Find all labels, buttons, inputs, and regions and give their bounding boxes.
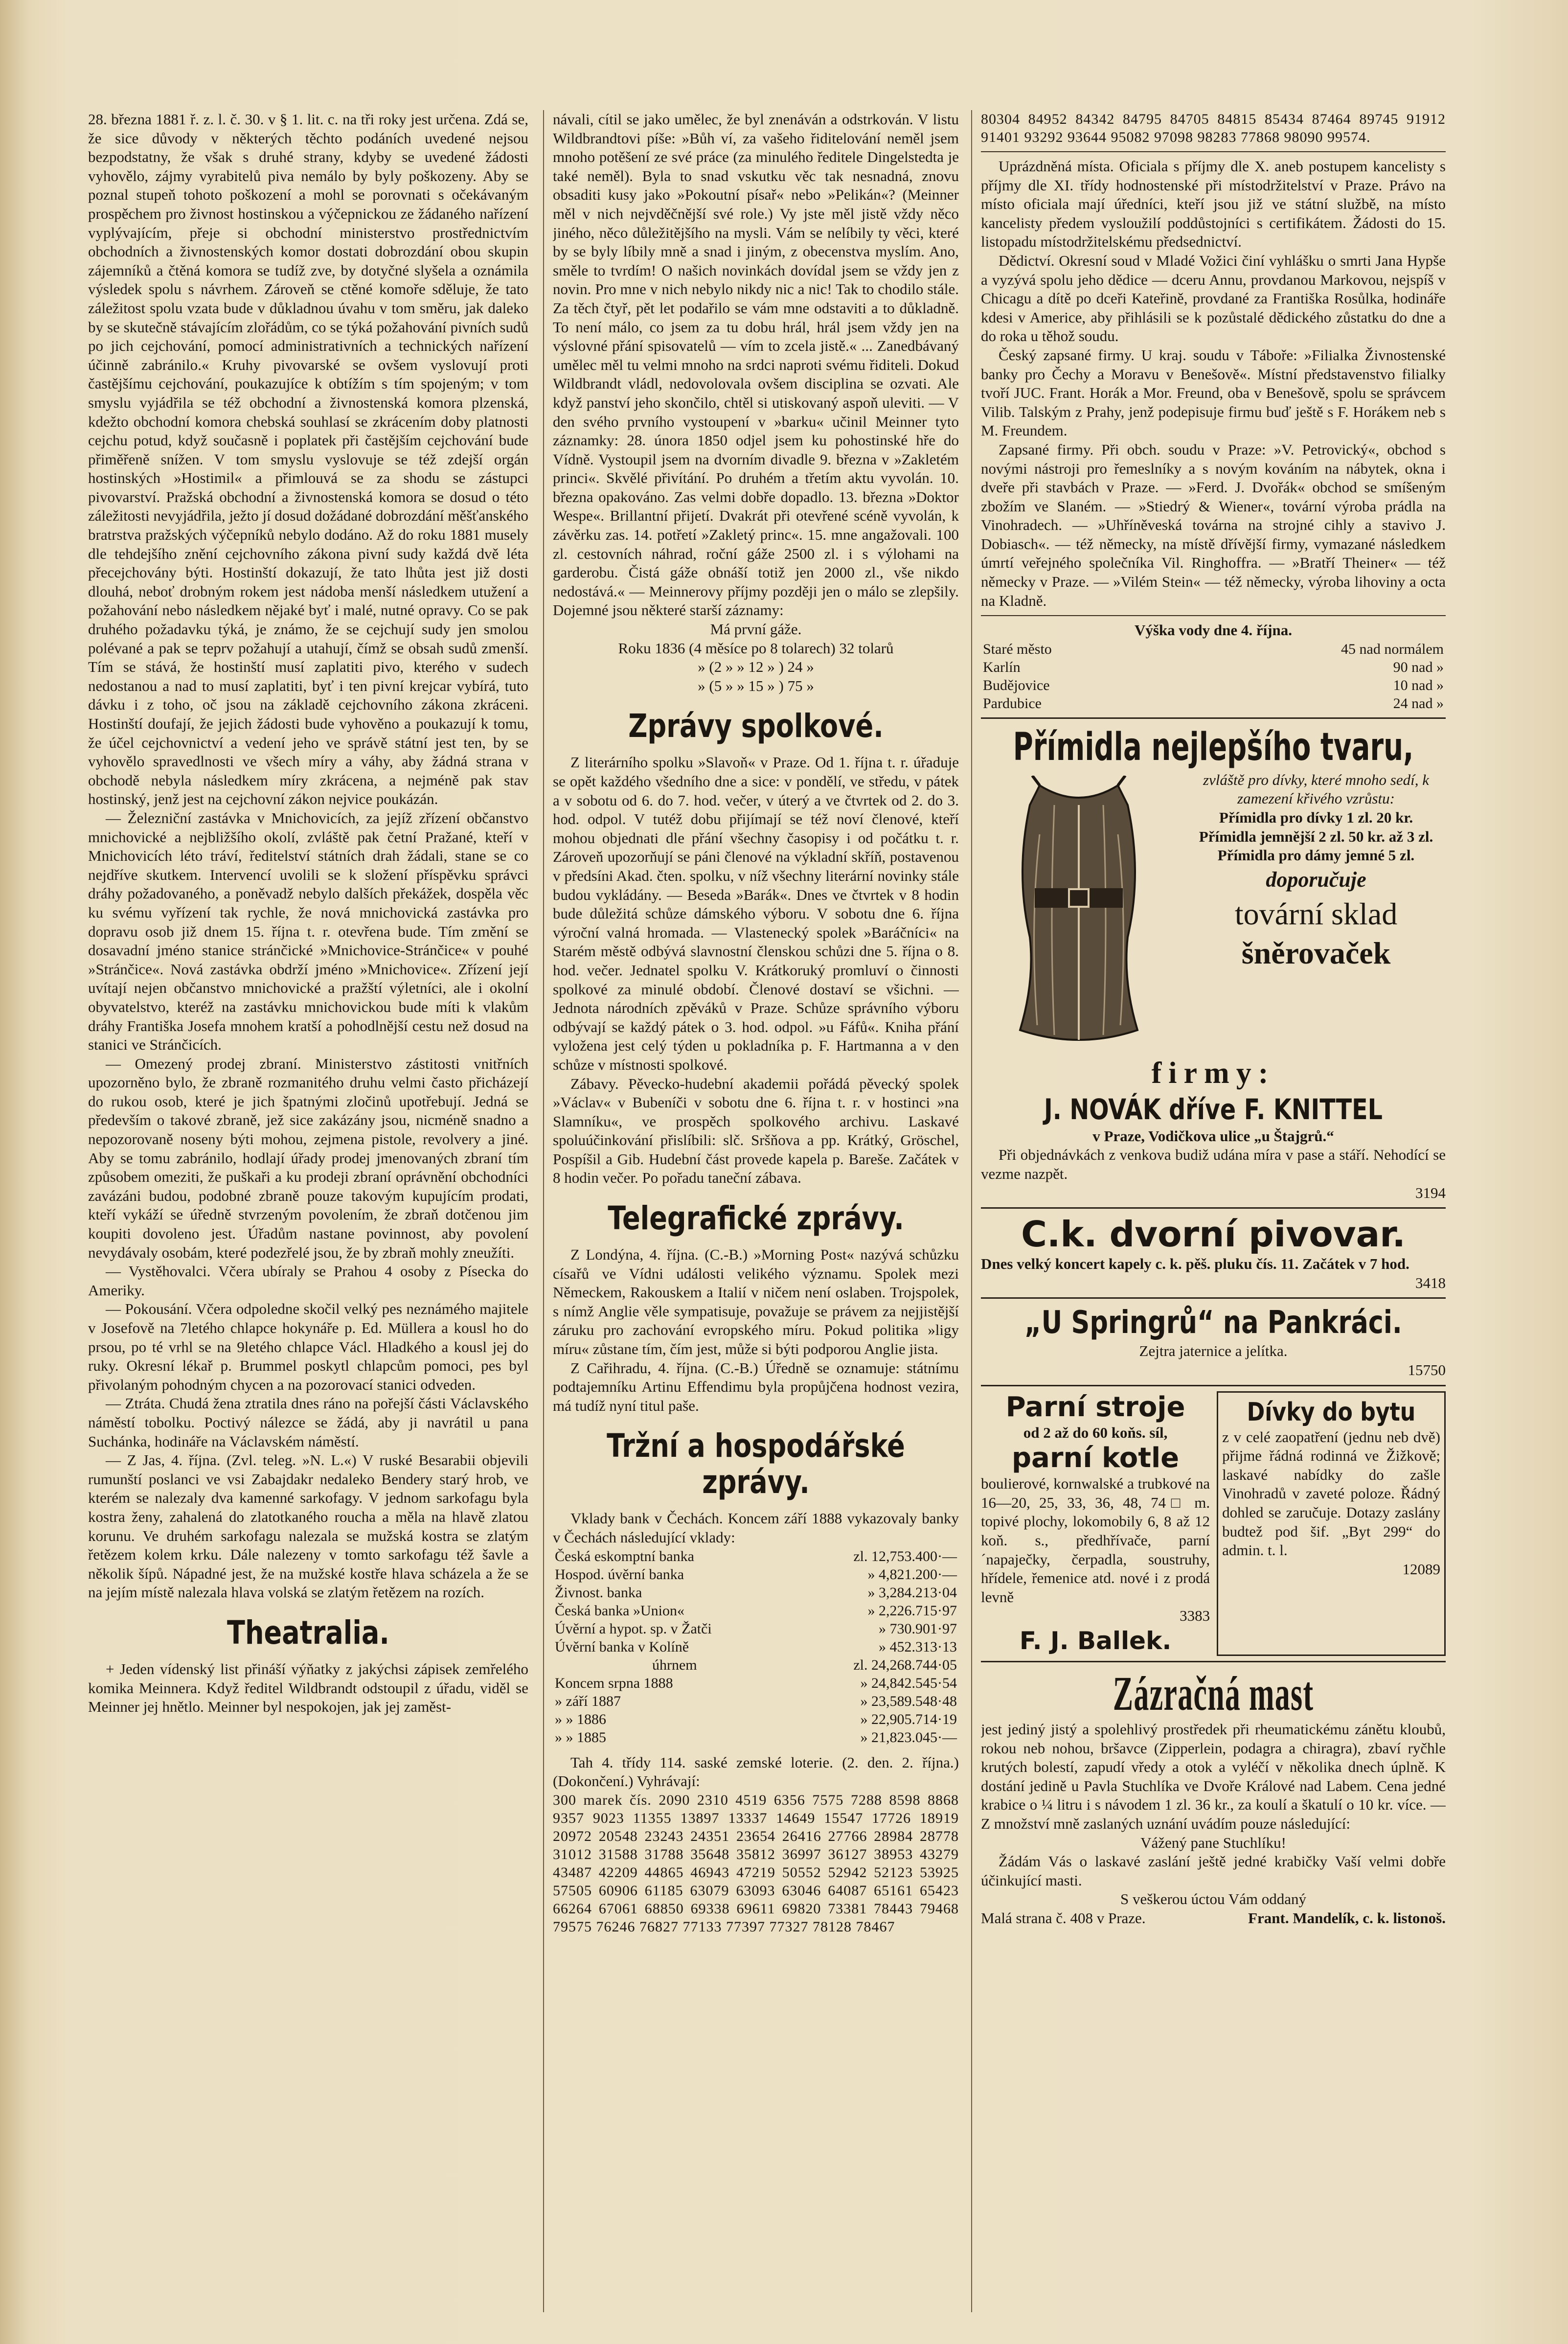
- water-value: 45 nad normálem: [1341, 641, 1444, 657]
- column-1: [88, 110, 528, 2322]
- ad-girls: [1217, 1391, 1446, 1656]
- ad-number: 12089: [1402, 1560, 1440, 1578]
- section-heading-telegraficke: Telegrafické zprávy.: [608, 1199, 904, 1238]
- ad-corsets-name: J. NOVÁK dříve F. KNITTEL: [1044, 1092, 1383, 1126]
- ad-corsets-line: Přímidla pro dívky 1 zl. 20 kr.: [1219, 809, 1413, 827]
- water-level-title: Výška vody dne 4. října.: [1134, 621, 1293, 639]
- table-row: [981, 694, 1446, 712]
- table-row: [553, 1656, 959, 1674]
- article-inheritance: Dědictví. Okresní soud v Mladé Vožici činí vyhlášku o smrti Jana Hypše a vyzývá spolu jeho dědice — dceru Annu, provdanou Markovou, nejspíš v Chicagu a dítě po dceři Kateřině, provdané za Františka Rosůlka, hodináře kdesi v Americe, aby přihlásili se k pozůstalé dědického zůstatku do dne a do roka u těhož soudu.: [981, 252, 1446, 345]
- lottery-numbers-cont: 80304 84952 84342 84795 84705 84815 85434 87464 89745 91912 91401 93292 93644 95082 97098 98283 77868 98090 99574.: [981, 111, 1446, 145]
- ad-brewery-text: Dnes velký koncert kapely c. k. pěš. pluku čís. 11. Začátek v 7 hod.: [981, 1255, 1409, 1273]
- column-3: [981, 110, 1446, 2322]
- bank-name: Hospod. úvěrní banka: [555, 1566, 684, 1583]
- ad-girls-text: z v celé zaopatření (jednu neb dvě) přijme řádná rodinná ve Žižkově; laskavé nabídky do zašle Vinohradů v zaveté poloze. Řádný dohled se zaručuje. Dotazy zaslány budtež pod šif. „Byt 299“ do admin. t. l.: [1222, 1428, 1440, 1559]
- bank-amount: » 3,284.213·04: [867, 1584, 957, 1601]
- corset-illustration-icon: [981, 776, 1177, 1050]
- bank-name: Úvěrní banka v Kolíně: [555, 1638, 689, 1655]
- table-row: [553, 1602, 959, 1620]
- article-constantinople: Z Cařihradu, 4. října. (C.-B.) Úředně se oznamuje: státnímu podtajemníku Artinu Effendimu byla propůjčena hodnost vezira, má tudíž nyní titul paše.: [553, 1359, 959, 1414]
- bank-name: » » 1886: [555, 1711, 606, 1727]
- table-row: [553, 1565, 959, 1584]
- water-place: Staré město: [983, 641, 1052, 657]
- article-vacancies: Uprázdněná místa. Oficiala s příjmy dle X. aneb postupem kancelisty s příjmy dle XI. třídy hodnostenské při místodržitelství v Praze. Právo na místo oficiala mají úředníci, kteří jsou již ve státní službě, na místo kancelisty předem vysloužilí poddůstojníci s certifikátem. Žádosti do 15. listopadu místodržitelskému předsednictví.: [981, 158, 1446, 251]
- bank-amount: » 23,589.548·48: [860, 1693, 957, 1709]
- bank-name: Úvěrní a hypot. sp. v Žatči: [555, 1620, 712, 1637]
- table-row: [981, 640, 1446, 658]
- bank-table: [553, 1547, 959, 1747]
- ad-ointment-letter: Vážený pane Stuchlíku!: [1140, 1834, 1286, 1851]
- article-lottery: Tah 4. třídy 114. saské zemské loterie. (2. den. 2. října.) (Dokončení.) Vyhrávají:: [553, 1753, 959, 1790]
- article-czech-firms: Český zapsané firmy. U kraj. soudu v Táboře: »Filialka Živnostenské banky pro Čechy a Moravu v Benešově«. Místní představenstvo filialky tvoří JUC. Frant. Horák a Mor. Freund, oba v Benešově, spolu se správcem Vilib. Talským z Prahy, jenž podepisuje firmu buď ještě s F. Horákem neb s M. Freundem.: [981, 346, 1446, 439]
- lottery-numbers: 300 marek čís. 2090 2310 4519 6356 7575 7288 8598 8868 9357 9023 11355 13897 13337 14649 15547 17726 18919 20972 20548 23243 24351 23654 26416 27766 28984 28778 31012 31588 31788 35648 35812 36997 36127 38953 43279 43487 42209 44865 46943 47219 50552 52942 52123 53925 57505 60906 61185 63079 63093 63046 64087 65161 65423 66264 67061 68850 69338 69611 69820 73381 78443 79468 79575 76246 76827 77133 77397 77327 78128 78467: [553, 1792, 959, 1935]
- ad-number: 15750: [1408, 1361, 1446, 1379]
- bank-amount: » 24,842.545·54: [860, 1675, 957, 1691]
- column-rule: [543, 110, 544, 2312]
- article-dog-bite: — Pokousání. Včera odpoledne skočil velký pes neznámého majitele v Josefově na 7letého chlapce hokynáře p. Ed. Müllera a kousl ho do prsou, po té vrhl se na 9letého chlapce Václ. Hladkého a kousl jej do ruky. Okresní lékař p. Brummel poskytl chlapcům pomoci, pes byl přivolaným pohodným chycen a na pozorovací stanici odveden.: [88, 1300, 528, 1393]
- table-row: [553, 1710, 959, 1728]
- bank-amount: » 22,905.714·19: [860, 1711, 957, 1727]
- ad-ointment-text: jest jediný jistý a spolehlivý prostředek při rheumatickému zánětu kloubů, rokou neb nohou, bršavce (Zipperlein, podagra a chiragra), zbaví ryčhle krutých bolestí, zapudí vředy a otok a vyléčí v několika dnech úplně. K dostání jedině u Pavla Stuchlíka ve Dvoře Králové nad Labem. Cena jedné krabice o ¼ litru i s návodem 1 zl. 36 kr., za koulí a škatulí o 10 kr. více. — Z množství mně zaslaných uznání uvádím pouze následující:: [981, 1720, 1446, 1832]
- section-heading-theatralia: Theatralia.: [227, 1613, 389, 1652]
- ad-brewery-title: C.k. dvorní pivovar.: [1021, 1214, 1406, 1255]
- article-sarcophagi: — Z Jas, 4. října. (Zvl. teleg. »N. L.«) V ruské Besarabii objevili rumunští poslanci ve vsi Zabajdakr nedaleko Bendery starý hrob, ve kterém se nalezaly dva kamenné sarkofagy. V jednom sarkofagu byla kostra ženy, zahalená do zlatotkaného roucha a měla na hlavě zlatou korunu. Ve druhém sarkofagu nalezala se mužská kostra se zlatým řetězem kolem krku. Dále nalezeny v tomto sarkofagu též šavle a několik šípů. Nápadné jest, že na mužské kostře hlava scházela a že se na jejím místě nalezala hlava volská se zlatým řetězem na rozích.: [88, 1451, 528, 1601]
- ad-corsets-firm: firmy:: [1151, 1056, 1275, 1090]
- water-value: 24 nad »: [1393, 695, 1444, 712]
- ad-boilers-sub: od 2 až do 60 koňs. síl,: [1023, 1424, 1168, 1441]
- ad-number: 3418: [1415, 1274, 1446, 1291]
- bank-amount: » 2,226.715·97: [867, 1602, 957, 1619]
- bank-total-label: úhrnem: [652, 1656, 697, 1673]
- ad-boilers-title2: parní kotle: [1011, 1442, 1180, 1474]
- table-row: [553, 1638, 959, 1656]
- ad-corsets-line: Přímidla pro dámy jemné 5 zl.: [1217, 847, 1415, 864]
- ad-girls-title: Dívky do bytu: [1247, 1397, 1416, 1427]
- ad-number: 3383: [1180, 1607, 1210, 1625]
- divider: [981, 615, 1446, 616]
- table-row: [553, 1674, 959, 1692]
- article-meinner-cont: návali, cítil se jako umělec, že byl znenáván a odstrkován. V listu Wildbrandtovi píše: »Bůh ví, za vašeho řiditelování neměl jsem mnoho potěšení ze své práce (za minulého ředitele Dingelstedta je také neměl). Byla to snad vskutku věc tak nesnadná, znovu obsaditi kusy jako »Pokoutní písař« nebo »Pelikán«? (Meinner měl v nich nejvděčnější své role.) Vy jste měl jistě vždy něco jiného, něco důležitějšího na mysli. Vám se nelíbily ty věci, které by se byly líbily mně a snad i jiným, z obecenstva myslím. Ano, směle to tvrdím! O našich novinkách dovídal jsem se vždy jen z novin. Pro mne v nich nebylo nikdy nic a nic! Tak to chodilo stále. Za těch čtyř, pět let podařilo se vám mne odstaviti a to důkladně. To není málo, co jsem za tu dobu hrál, hrál jsem vždy jen na výslovné přání spisovatelů — vím to zcela jistě.« ... Zanedbávaný umělec měl tu velmi mnoho na srdci naproti svému řiditeli. Dokud Wildbrandt vládl, nedovolovala ovšem disciplina se ozvati. Ale když panství jeho skončilo, chtěl si utiskovaný aspoň uleviti. — V den svého prvního vystoupení v »barku« učinil Meinner tyto záznamky: 28. února 1850 odjel jsem ku pohostinské hře do Vídně. Vystoupil jsem na dvorním divadle 9. března v »Zakletém princi«. Skvělé přivítání. Po druhém a třetím aktu vyvolán. 10. března opakováno. Zas velmi dobře dopadlo. 13. března »Doktor Wespe«. Brillantní přijetí. Dvakrát při otevřené scéně vyvolán, k závěrku zas. 14. potřetí »Zakletý princ«. 15. mne angažovali. 100 zl. cestovních náhrad, roční gáže 2500 zl. i s výlohami na garderobu. Čistá gáže obnáší totiž jen 2000 zl., vše nikdo nedostává.« — Meinnerovy příjmy později jen o málo se zlepšily. Dojemné jsou některé starší záznamy:: [553, 111, 959, 619]
- bank-name: » » 1885: [555, 1729, 606, 1746]
- ad-corsets-line: Přímidla jemnější 2 zl. 50 kr. až 3 zl.: [1199, 827, 1433, 845]
- ad-ointment-sign-name: Frant. Mandelík, c. k. listonoš.: [1248, 1909, 1446, 1927]
- ad-corsets-title: Přímidla nejlepšího tvaru,: [1013, 725, 1414, 769]
- article-railway-stop: — Železniční zastávka v Mnichovicích, za jejíž zřízení občanstvo mnichovické a nejbližšího okolí, zvláště pak četní Pražané, kteří v Mnichovicích léto tráví, ředitelství státních drah žádali, stane se co nejdříve skutkem. Intervencí uvolili se k složení příspěvku správci dráhy požadovaného, a poněvadž nebylo dalších překážek, dospěla věc ku svému vyřízení tak rychle, že nová mnichovická zastávka pro dopravu osob již dnem 15. října t. r. otevřena bude. Tím změní se dosavadní jméno stanice stránčické »Mnichovice-Stránčice« v pouhé »Stránčice«. Nová zastávka obdrží jméno »Mnichovice«. Zřízení její uvítají nejen občanstvo mnichovické a pražští výletníci, ale i okolní obyvatelstvo, kteréž na zastávku mnichovickou bude míti k vlakům dráhy Františka Josefa mnohem kratší a pohodlnější cestu než dosud na stanici ve Stránčicích.: [88, 809, 528, 1054]
- ad-corsets-factory: tovární sklad: [1234, 896, 1398, 931]
- water-place: Budějovice: [983, 677, 1050, 693]
- column-2: [553, 110, 959, 2322]
- table-row: [553, 1547, 959, 1565]
- water-value: 90 nad »: [1393, 659, 1444, 675]
- gage-row: » (2 » » 12 » ) 24 »: [698, 658, 814, 676]
- bank-amount: » 452.313·13: [879, 1638, 957, 1655]
- ad-springer-title: „U Springrů“ na Pankráci.: [1024, 1305, 1402, 1341]
- table-row: [553, 1620, 959, 1638]
- ad-row: [981, 1385, 1446, 1661]
- table-row: [553, 1728, 959, 1747]
- bank-total: zl. 24,268.744·05: [853, 1656, 957, 1673]
- ad-boilers: [981, 1391, 1210, 1656]
- article-meinner: + Jeden vídenský list přináší výňatky z jakýchsi zápisek zemřelého komika Meinnera. Když ředitel Wildbrandt odstoupil z úřadu, viděl se Meinner jej hnětlo. Meinner byl nespokojen, jak jej zaměst-: [88, 1660, 528, 1716]
- bank-name: » září 1887: [555, 1693, 621, 1709]
- ad-corsets-note: Při objednávkách z venkova budiž udána míra v pase a stáří. Nehodící se vezme nazpět.: [981, 1146, 1446, 1183]
- bank-amount: zl. 12,753.400·—: [853, 1548, 957, 1564]
- section-heading-trzni: Tržní a hospodářské zprávy.: [607, 1427, 905, 1501]
- ad-brewery: [981, 1207, 1446, 1297]
- ad-corsets-recommend: doporučuje: [1266, 867, 1366, 892]
- ad-corsets-address: v Praze, Vodičkova ulice „u Štajgrů.“: [1092, 1127, 1334, 1145]
- article-emigrants: — Vystěhovalci. Včera ubíraly se Prahou 4 osoby z Písecka do Ameriky.: [88, 1263, 528, 1299]
- article-zabavy: Zábavy. Pěvecko-hudební akademii pořádá pěvecký spolek »Václav« v Bubeníči v sobotu dne 6. října t. r. v hostinci »na Slamníku«, ve prospěch spolkového archivu. Laskavé spoluúčinkování přislíbili: slč. Sršňova a pp. Krátký, Gröschel, Pospíšil a Gib. Hudební část provede kapela p. Bareše. Začátek v 8 hodin večer. Po pořadu taneční zábava.: [553, 1075, 959, 1187]
- table-row: [981, 658, 1446, 676]
- ad-ointment-sign-place: Malá strana č. 408 v Praze.: [981, 1909, 1146, 1927]
- ad-ointment: [981, 1661, 1446, 1933]
- ad-springer-text: Zejtra jaternice a jelítka.: [1139, 1342, 1288, 1360]
- water-place: Pardubice: [983, 695, 1042, 712]
- gage-row: » (5 » » 15 » ) 75 »: [698, 677, 814, 694]
- water-level-table: [981, 640, 1446, 712]
- article-spolky: Z literárního spolku »Slavoň« v Praze. Od 1. října t. r. úřaduje se opět každého všedního dne a sice: v pondělí, ve středu, v pátek a v sobotu od 6. do 7. hod. večer, v úterý a ve čtvrtek od 2. do 3. hod. odpol. V tutéž dobu přijímají se též noví členové, kteří mohou objednati dle přání všechny časopisy i od počátku t. r. Zároveň upozorňují se páni členové na výkladní skříň, postavenou v předsíni Akad. čten. spolku, v níž všechny literární novinky stále budou vykládány. — Beseda »Barák«. Dnes ve čtvrtek v 8 hodin bude důležitá schůze dámského výboru. V sobotu dne 6. října výroční valná hromada. — Vlastenecký spolek »Baráčníci« na Starém městě odbývá slavnostní členskou schůzi dne 5. října o 8. hod. večer. Jednatel spolku V. Krátkoruký promluví o činnosti spolkové za minulé období. Členové dostaví se všichni. — Jednota národních zpěváků v Praze. Schůze správního výboru odbývají se každý pátek o 3. hod. odpol. »u Fáfů«. Kniha přání vyložena jest celý týden u pokladníka p. F. Hartmanna a v den schůze v místnosti spolkové.: [553, 754, 959, 1073]
- article-loss: — Ztráta. Chudá žena ztratila dnes ráno na pořejší části Václavského náměstí tobolku. Poctivý nálezce se žádá, aby ji navrátil u pana Suchánka, hodináře na Václavském náměstí.: [88, 1395, 528, 1450]
- gage-title: Má první gáže.: [710, 620, 802, 638]
- bank-name: Koncem srpna 1888: [555, 1675, 673, 1691]
- table-row: [553, 1584, 959, 1602]
- article-london: Z Londýna, 4. října. (C.-B.) »Morning Post« nazývá schůzku císařů ve Vídni události velikého významu. Spolek mezi Německem, Rakouskem a Italií v ničem není oslaben. Trojspolek, s nímž Anglie věle sympatisuje, považuje se právem za nejjistější záruku pro zachování evropského míru. Pokud politika »ligy míru« zůstane tím, čím jest, může si býti podporou Anglie jista.: [553, 1246, 959, 1358]
- article-registered-firms: Zapsané firmy. Při obch. soudu v Praze: »V. Petrovický«, obchod s novými nástroji pro řemeslníky a s novým kováním na nábytek, okna i dveře při stavbách v Praze. — »Ferd. J. Dvořák« obchod se smíšeným zbožím ve Slaném. — »Stiedrý & Wiener«, tovární výroba prádla na Vinohradech. — »Uhříněveská továrna na strojné cihly a stavivo J. Dobiasch«. — též německy, na místě dřívější firmy, vymazané následkem úmrtí veřejného společníka Vil. Ringhoffra. — »Bratří Theiner« — též německy v Praze. — »Vilém Stein« — též německy, výroba lihoviny a octa na Kladně.: [981, 440, 1446, 609]
- ad-corsets-line: zvláště pro dívky, které mnoho sedí, k zamezení křivého vzrůstu:: [1203, 771, 1429, 807]
- ad-ointment-title: Zázračná mast: [1113, 1666, 1314, 1721]
- ad-boilers-firm: F. J. Ballek.: [1019, 1626, 1172, 1655]
- gage-row: Roku 1836 (4 měsíce po 8 tolarech) 32 tolarů: [618, 639, 894, 657]
- bank-name: Česká eskomptní banka: [555, 1548, 694, 1564]
- ad-number: 3194: [1415, 1184, 1446, 1201]
- water-place: Karlín: [983, 659, 1021, 675]
- ad-boilers-title: Parní stroje: [1005, 1391, 1185, 1423]
- ad-boilers-text: boulierové, kornwalské a trubkové na 16—20, 25, 33, 36, 48, 74□ m. topivé plochy, lokomobily 6, 8 až 12 koň. s., předhřívače, parní ´napaječky, čerpadla, soustruhy, hřídele, řemenice atd. nové i z prodá levně: [981, 1475, 1210, 1606]
- bank-amount: » 730.901·97: [879, 1620, 957, 1637]
- divider: [981, 151, 1446, 152]
- column-rule: [971, 110, 972, 2312]
- bank-amount: » 4,821.200·—: [867, 1566, 957, 1583]
- bank-name: Česká banka »Union«: [555, 1602, 684, 1619]
- ad-ointment-letter: S veškerou úctou Vám oddaný: [1120, 1890, 1306, 1908]
- ad-ointment-letter: Žádám Vás o laskavé zaslání ještě jedné krabičky Vaší velmi dobře účinkující masti.: [981, 1853, 1446, 1889]
- article-text: 28. března 1881 ř. z. l. č. 30. v § 1. lit. c. na tři roky jest určena. Zdá se, že sice důvody v některých těchto podáních uvedené nejsou bezpodstatny, že však s druhé strany, kdyby se uvedené žádosti vyhovělo, zájmy vyrabitelů piva nemálo by byly poškozeny. Aby se poznal stupeň tohoto poškození a mohl se porovnati s očekávaným prospěchem pro živnost hostinskou a výčepnickou ze žádaného nařízení vyplývajícím, přeje si obchodní ministerstvo prostřednictvím obchodních a živnostenských komor dostati dobrozdání obou skupin zájemníků a čtěná komora se tudíž zve, by dotyčné slyšela a oznámila výsledek spolu s návrhem. Zároveň se ctěné komoře sděluje, že tato záležitost spolu vzata bude v důkladnou úvahu v tom směru, jak daleko by se skutečně stávajícím zlořádům, co se týká požahování pivních sudů po jich cejchování, pomocí administrativních a technických nařízení účinně zabránilo.« Kruhy pivovarské se ovšem vyslovují proti častějšímu cejchování, poukazujíce k obtížím s tím spojeným; v tom smyslu vyjádřila se též obchodní a živnostenská komora plzenská, kdežto obchodní komora chebská souhlasí se zkrácením doby platnosti cejchu potud, když současně i poplatek při častějším cejchování bude přiměřeně snížen. V tom smyslu vyslovuje se též zdejší orgán hostinských »Hostimil« a přimlouvá se za shodu se zástupci pivovarství. Pražská obchodní a živnostenská komora se dosud o této záležitosti nevyjádřila, ježto jí dosud dožádané dobrozdání měšťanského bratrstva pražských výčepníků nebylo dodáno. Až do roku 1881 musely dle tehdejšího znění cejchovního zákona pivní sudy každá dvě léta přecejchovány býti. Hostinští dokazují, že tato lhůta jest již dosti dlouhá, neboť drobným rokem jest nádoba menší následkem utužení a požahování nebo následkem nějaké byť i malé, nutné opravy. Co se pak druhého požadavku týká, je známo, že se cejchují sudy jen smolou polévané a pak se teprv požahují a utahují, čímž se obsah sudů zmenší. Tím se stává, že hostinští musí zaplatiti pivo, kterého v sudech nedostanou a nad to musí zaplatiti, byť i ten pivní krejcar vybírá, tuto dávku i z toho, oč jsou na základě cejchovního zákona zkráceni. Hostinští doufají, že jejich žádosti bude vyhověno a poukazují k tomu, že účel cejchovnictví a vedení jeho ve správě státní jest ten, by se vyhovělo spravedlnosti ve všech míry a váhy, aby žádná strana v obchodě nebyla následkem míry zkrácena, a nejméně pak stav hostinský, jenž jest na cejchovní zákon nejvice poukázán.: [88, 111, 528, 808]
- ad-corsets: [981, 717, 1446, 1207]
- ad-corsets-product: šněrovaček: [1241, 935, 1391, 970]
- water-value: 10 nad »: [1393, 677, 1444, 693]
- table-row: [553, 1692, 959, 1710]
- ad-springer: [981, 1297, 1446, 1384]
- bank-name: Živnost. banka: [555, 1584, 642, 1601]
- article-weapons: — Omezený prodej zbraní. Ministerstvo zástitosti vnitřních upozorněno bylo, že zbraně rozmanitého druhu velmi často přicházejí do rukou osob, které je jich špatnými zločinů upotřebují. Jedná se především o takové zbraně, jež sice zakázány jsou, nicméně snadno a nepozorovaně noseny býti mohou, zejmena pistole, revolvery a jiné. Aby se tomu zabránilo, hodlají úřady prodej jmenovaných zbraní tím způsobem omeziti, že puškaři a ku prodeji zbraní oprávnění obchodníci zavázáni budou, podobné zbraně pouze takovým kupujícím prodati, kteří vykáží se úředně stvrzeným povolením, že zbraň dotčenou jim koupiti dovoleno jest. Úřadům nastane povinnost, aby povolení nevydávaly osobám, které podezřelé jsou, že by zbraň mohly zneužíti.: [88, 1055, 528, 1261]
- bank-amount: » 21,823.045·—: [860, 1729, 957, 1746]
- section-heading-spolkove: Zprávy spolkové.: [628, 707, 884, 745]
- table-row: [981, 676, 1446, 694]
- article-bank-deposits: Vklady bank v Čechách. Koncem září 1888 vykazovaly banky v Čechách následující vklady:: [553, 1510, 959, 1546]
